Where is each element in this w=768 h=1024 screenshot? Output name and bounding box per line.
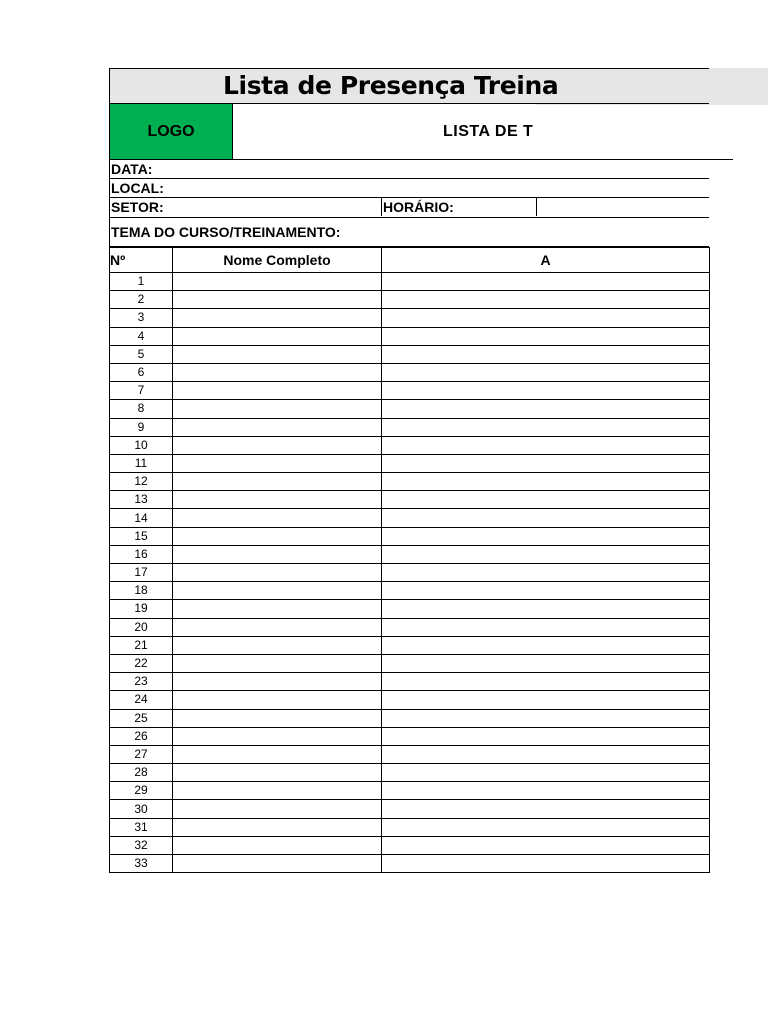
row-number: 22 bbox=[110, 654, 173, 672]
third-column-cell[interactable] bbox=[382, 782, 710, 800]
third-column-cell[interactable] bbox=[382, 309, 710, 327]
field-data bbox=[109, 160, 709, 179]
name-cell[interactable] bbox=[173, 709, 382, 727]
third-column-cell[interactable] bbox=[382, 600, 710, 618]
table-row bbox=[110, 545, 710, 563]
name-cell[interactable] bbox=[173, 273, 382, 291]
name-cell[interactable] bbox=[173, 618, 382, 636]
table-row bbox=[110, 564, 710, 582]
third-column-cell[interactable] bbox=[382, 545, 710, 563]
row-number: 14 bbox=[110, 509, 173, 527]
row-number: 17 bbox=[110, 564, 173, 582]
third-column-cell[interactable] bbox=[382, 654, 710, 672]
table-row bbox=[110, 818, 710, 836]
name-cell[interactable] bbox=[173, 509, 382, 527]
document-title: Lista de Presença Treina bbox=[223, 71, 559, 100]
row-number: 15 bbox=[110, 527, 173, 545]
name-cell[interactable] bbox=[173, 582, 382, 600]
header-name: Nome Completo bbox=[173, 248, 382, 273]
third-column-cell[interactable] bbox=[382, 527, 710, 545]
table-row bbox=[110, 273, 710, 291]
row-number: 16 bbox=[110, 545, 173, 563]
name-cell[interactable] bbox=[173, 673, 382, 691]
field-data-label: DATA: bbox=[111, 161, 153, 177]
row-number: 2 bbox=[110, 291, 173, 309]
third-column-cell[interactable] bbox=[382, 291, 710, 309]
attendance-sheet bbox=[109, 68, 559, 876]
third-column-cell[interactable] bbox=[382, 745, 710, 763]
field-setor-label: SETOR: bbox=[111, 199, 164, 215]
table-row bbox=[110, 473, 710, 491]
row-number: 28 bbox=[110, 764, 173, 782]
field-tema bbox=[109, 218, 709, 247]
table-row bbox=[110, 618, 710, 636]
table-row bbox=[110, 800, 710, 818]
name-cell[interactable] bbox=[173, 764, 382, 782]
third-column-cell[interactable] bbox=[382, 836, 710, 854]
table-row bbox=[110, 636, 710, 654]
row-number: 18 bbox=[110, 582, 173, 600]
table-row bbox=[110, 764, 710, 782]
attendance-table bbox=[109, 247, 710, 873]
field-horario bbox=[381, 198, 537, 216]
row-number: 26 bbox=[110, 727, 173, 745]
table-row bbox=[110, 363, 710, 381]
table-row bbox=[110, 654, 710, 672]
table-row bbox=[110, 836, 710, 854]
row-number: 13 bbox=[110, 491, 173, 509]
field-horario-label: HORÁRIO: bbox=[383, 199, 454, 215]
header-title: LISTA DE T bbox=[443, 123, 534, 140]
name-cell[interactable] bbox=[173, 491, 382, 509]
third-column-cell[interactable] bbox=[382, 400, 710, 418]
row-number: 21 bbox=[110, 636, 173, 654]
third-column-cell[interactable] bbox=[382, 491, 710, 509]
table-header-row bbox=[110, 248, 710, 273]
name-cell[interactable] bbox=[173, 345, 382, 363]
table-row bbox=[110, 727, 710, 745]
row-number: 1 bbox=[110, 273, 173, 291]
name-cell[interactable] bbox=[173, 800, 382, 818]
name-cell[interactable] bbox=[173, 636, 382, 654]
name-cell[interactable] bbox=[173, 363, 382, 381]
row-number: 32 bbox=[110, 836, 173, 854]
third-column-cell[interactable] bbox=[382, 564, 710, 582]
row-number: 31 bbox=[110, 818, 173, 836]
table-row bbox=[110, 509, 710, 527]
third-column-cell[interactable] bbox=[382, 473, 710, 491]
table-row bbox=[110, 582, 710, 600]
third-column-cell[interactable] bbox=[382, 363, 710, 381]
table-row bbox=[110, 454, 710, 472]
name-cell[interactable] bbox=[173, 836, 382, 854]
row-number: 3 bbox=[110, 309, 173, 327]
table-row bbox=[110, 709, 710, 727]
row-number: 25 bbox=[110, 709, 173, 727]
table-row bbox=[110, 855, 710, 873]
row-number: 20 bbox=[110, 618, 173, 636]
row-number: 7 bbox=[110, 382, 173, 400]
table-row bbox=[110, 382, 710, 400]
name-cell[interactable] bbox=[173, 745, 382, 763]
table-row bbox=[110, 309, 710, 327]
field-local bbox=[109, 179, 709, 198]
row-number: 23 bbox=[110, 673, 173, 691]
third-column-cell[interactable] bbox=[382, 509, 710, 527]
row-number: 24 bbox=[110, 691, 173, 709]
name-cell[interactable] bbox=[173, 327, 382, 345]
table-row bbox=[110, 436, 710, 454]
title-bar bbox=[109, 68, 709, 104]
name-cell[interactable] bbox=[173, 545, 382, 563]
row-number: 19 bbox=[110, 600, 173, 618]
table-row bbox=[110, 527, 710, 545]
row-number: 4 bbox=[110, 327, 173, 345]
row-number: 6 bbox=[110, 363, 173, 381]
row-number: 30 bbox=[110, 800, 173, 818]
header-third: A bbox=[382, 248, 710, 273]
row-number: 12 bbox=[110, 473, 173, 491]
table-row bbox=[110, 600, 710, 618]
third-column-cell[interactable] bbox=[382, 727, 710, 745]
third-column-cell[interactable] bbox=[382, 273, 710, 291]
third-column-cell[interactable] bbox=[382, 673, 710, 691]
third-column-cell[interactable] bbox=[382, 855, 710, 873]
third-column-cell[interactable] bbox=[382, 418, 710, 436]
name-cell[interactable] bbox=[173, 291, 382, 309]
table-row bbox=[110, 400, 710, 418]
table-row bbox=[110, 418, 710, 436]
logo-placeholder: LOGO bbox=[109, 104, 233, 160]
name-cell[interactable] bbox=[173, 782, 382, 800]
name-cell[interactable] bbox=[173, 418, 382, 436]
row-number: 9 bbox=[110, 418, 173, 436]
name-cell[interactable] bbox=[173, 309, 382, 327]
third-column-cell[interactable] bbox=[382, 764, 710, 782]
row-number: 11 bbox=[110, 454, 173, 472]
name-cell[interactable] bbox=[173, 654, 382, 672]
third-column-cell[interactable] bbox=[382, 618, 710, 636]
third-column-cell[interactable] bbox=[382, 636, 710, 654]
name-cell[interactable] bbox=[173, 436, 382, 454]
table-row bbox=[110, 691, 710, 709]
name-cell[interactable] bbox=[173, 400, 382, 418]
name-cell[interactable] bbox=[173, 727, 382, 745]
table-row bbox=[110, 291, 710, 309]
third-column-cell[interactable] bbox=[382, 436, 710, 454]
name-cell[interactable] bbox=[173, 818, 382, 836]
row-number: 10 bbox=[110, 436, 173, 454]
third-column-cell[interactable] bbox=[382, 382, 710, 400]
row-number: 27 bbox=[110, 745, 173, 763]
table-row bbox=[110, 345, 710, 363]
row-number: 8 bbox=[110, 400, 173, 418]
table-row bbox=[110, 673, 710, 691]
third-column-cell[interactable] bbox=[382, 800, 710, 818]
third-column-cell[interactable] bbox=[382, 327, 710, 345]
field-local-label: LOCAL: bbox=[111, 180, 164, 196]
header-title-cell bbox=[233, 104, 733, 160]
name-cell[interactable] bbox=[173, 564, 382, 582]
name-cell[interactable] bbox=[173, 473, 382, 491]
name-cell[interactable] bbox=[173, 527, 382, 545]
header-number: Nº bbox=[110, 248, 173, 273]
name-cell[interactable] bbox=[173, 382, 382, 400]
third-column-cell[interactable] bbox=[382, 691, 710, 709]
name-cell[interactable] bbox=[173, 855, 382, 873]
row-number: 5 bbox=[110, 345, 173, 363]
field-tema-label: TEMA DO CURSO/TREINAMENTO: bbox=[111, 224, 341, 240]
row-number: 33 bbox=[110, 855, 173, 873]
table-row bbox=[110, 327, 710, 345]
name-cell[interactable] bbox=[173, 691, 382, 709]
table-row bbox=[110, 782, 710, 800]
table-body bbox=[110, 273, 710, 873]
field-setor bbox=[109, 198, 709, 218]
third-column-cell[interactable] bbox=[382, 709, 710, 727]
table-row bbox=[110, 745, 710, 763]
name-cell[interactable] bbox=[173, 454, 382, 472]
third-column-cell[interactable] bbox=[382, 454, 710, 472]
third-column-cell[interactable] bbox=[382, 345, 710, 363]
row-number: 29 bbox=[110, 782, 173, 800]
third-column-cell[interactable] bbox=[382, 818, 710, 836]
third-column-cell[interactable] bbox=[382, 582, 710, 600]
table-row bbox=[110, 491, 710, 509]
name-cell[interactable] bbox=[173, 600, 382, 618]
